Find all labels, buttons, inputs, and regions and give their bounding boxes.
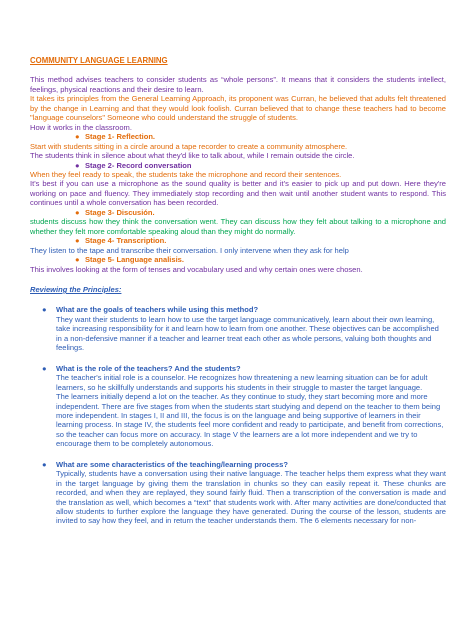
bullet-icon: ● <box>75 160 80 170</box>
stage-4-line-1: They listen to the tape and transcribe their conversation. I only intervene when they ask for help <box>30 245 349 255</box>
bullet-icon: ● <box>42 459 47 469</box>
question-3-answer: Typically, students have a conversation using their native language. The teacher helps them express what they want in the target language by giving them the translation in chunks so they can easily repeat it. These chunks are recorded, and when they are replayed, they sound fairly fluid. Then a transcription of the conversation is made and the translation as well, which becomes a “text” that students work with. After many activities are done/conducted that allow students to further explore the language they have generated. During the course of the lesson, students are invited to say how they feel, and in return the teacher understands them. The 6 elements necessary for non- <box>56 469 446 526</box>
question-3-heading: What are some characteristics of the teaching/learning process? <box>56 459 288 469</box>
intro-paragraph-3: How it works in the classroom. <box>30 122 132 132</box>
question-1-heading: What are the goals of teachers while using this method? <box>56 305 259 315</box>
document-title: COMMUNITY LANGUAGE LEARNING <box>30 56 168 65</box>
stage-1-line-1: Start with students sitting in a circle around a tape recorder to create a community atmosphere. <box>30 141 348 151</box>
bullet-icon: ● <box>75 236 80 246</box>
stage-2-line-2: It's best if you can use a microphone as the sound quality is better and it's easier to pick up and put down. Here they're working on pace and fluency. They immediately stop recording and then wait until another student wants to respond. This continues until a whole conversation has been recorded. <box>30 179 446 208</box>
intro-paragraph-2: It takes its principles from the General Learning Approach, its proponent was Curran, he believed that adults felt threatened by the change in Learning and that they would look foolish. Curran believed that to change these teachers had to become "language counselors" Someone who could understand the struggle of students. <box>30 94 446 123</box>
stage-1-line-2: The students think in silence about what they'd like to talk about, while I remain outside the circle. <box>30 151 355 161</box>
question-2-heading: What is the role of the teachers? And the students? <box>56 363 241 373</box>
bullet-icon: ● <box>42 363 47 373</box>
stage-2-line-1: When they feel ready to speak, the students take the microphone and record their sentences. <box>30 169 342 179</box>
bullet-icon: ● <box>75 207 80 217</box>
stage-3-heading: ● Stage 3- Discusión. <box>75 207 155 217</box>
stage-5-line-1: This involves looking at the form of tenses and vocabulary used and why certain ones were chosen. <box>30 264 363 274</box>
question-2 <box>30 364 446 449</box>
bullet-icon: ● <box>42 305 47 315</box>
stage-3-line-1: students discuss how they think the conversation went. They can discuss how they felt about talking to a microphone and whether they felt more comfortable speaking aloud than they might do normally. <box>30 217 446 236</box>
question-1 <box>30 305 446 352</box>
stage-5-heading: ● Stage 5- Language analisis. <box>75 255 184 265</box>
question-3 <box>30 460 446 526</box>
bullet-icon: ● <box>75 255 80 265</box>
question-2-answer-1: The teacher's initial role is a counselor. He recognizes how threatening a new learning situation can be for adult learners, so he skillfully understands and supports his students in their struggle to master the target language. <box>56 373 428 392</box>
stage-2-heading: ● Stage 2- Record conversation <box>75 160 192 170</box>
bullet-icon: ● <box>75 132 80 142</box>
intro-paragraph-1: This method advises teachers to consider students as “whole persons”. It means that it considers the students intellect, feelings, physical reactions and their desire to learn. <box>30 75 446 94</box>
review-heading: Reviewing the Principles: <box>30 284 122 294</box>
stage-1-heading: ● Stage 1- Reflection. <box>75 132 156 142</box>
question-2-answer-2: The learners initially depend a lot on the teacher. As they continue to study, they start becoming more and more independent. There are five stages from when the students start studying and depend on the teacher to them being more independent. In stages I, II and III, the focus is on the language and being supportive of learners in their learning process. In stage IV, the students feel more confident and ready to participate, and benefit from corrections, so the teacher can focus more on accuracy. In stage V the learners are a lot more independent and we try to encourage them to be completely autonomous. <box>56 392 444 449</box>
question-1-answer: They want their students to learn how to use the target language communicatively, learn about their own learning, take increasing responsibility for it and learn how to learn from one another. These objectives can be accomplished in a non-defensive manner if a teacher and learner treat each other as whole persons, valuing both thoughts and feelings. <box>56 314 439 353</box>
stage-4-heading: ● Stage 4- Transcription. <box>75 236 167 246</box>
